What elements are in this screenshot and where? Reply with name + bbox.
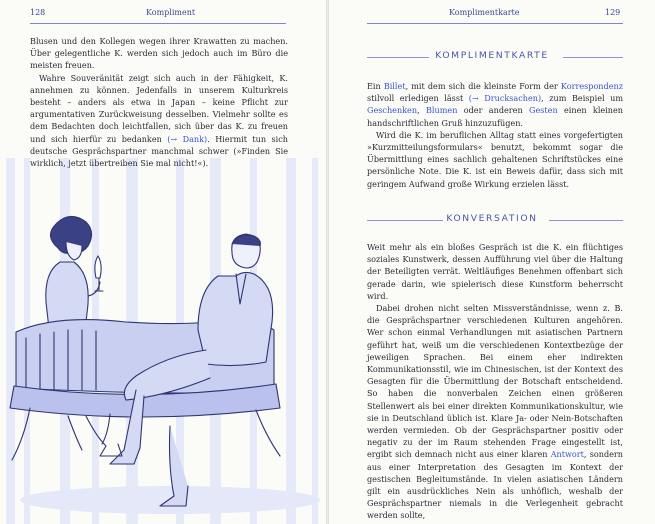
section-konversation-body [367,241,623,522]
section-title-komplimentkarte: KOMPLIMENTKARTE [435,50,549,61]
running-head-right: Komplimentkarte [449,8,520,17]
link-geschenken[interactable]: Geschenken [367,105,418,116]
link-drucksachen[interactable]: (→ Drucksachen) [468,93,542,104]
link-gesten[interactable]: Gesten [529,105,558,116]
header-rule-left [30,23,286,24]
illustration-couple-on-sofa [0,200,326,524]
link-billet[interactable]: Billet [383,81,406,91]
left-body-text [30,35,288,169]
section-heading-konversation [329,213,655,227]
link-antwort[interactable]: Antwort [550,449,584,460]
header-rule-right [367,23,623,24]
left-paragraph-1: Blusen und den Kollegen wegen ihrer Krawatten zu machen. Über gelegentliche K. werden sich jedoch auch im Büro die meisten freuen. [30,36,288,71]
konversation-paragraph-1: Weit mehr als ein bloßes Gespräch ist die K. ein flüchtiges soziales Kunstwerk, dessen Aufführung viel über die Haltung der Beteiligten verrät. Weltläufiges Benehmen offenbart sich gerade darin, wie spielerisch diese Kunstform beherrscht wird. [367,242,623,301]
section-heading-komplimentkarte [329,50,655,64]
section-title-konversation: KONVERSATION [446,213,538,224]
komplimentkarte-paragraph-2: Wird die K. im beruflichen Alltag statt eines vorgefertigten »Kurzmitteilungsformulars« benutzt, bekommt sogar die Übermittlung eines sachlich gehaltenen Schriftstückes eine persönliche Note. Die K. ist ein Beweis dafür, dass sich mit geringem Aufwand große Wirkung erzielen lässt. [367,129,623,189]
running-head-left: Kompliment [146,8,196,17]
konversation-paragraph-2: Dabei drohen nicht selten Missverständnisse, wenn z. B. die Gesprächspartner verschiedenen Kulturen angehören. Wer schon einmal Verhandlungen mit asiatischen Partnern geführt hat, weiß um die verschiedenen Kontextbezüge der jeweiligen Sprachen. Bei einem eher indirekten Kommunikationsstil, wie im Chinesischen, ist der Kontext des Gesagten für die Übermittlung der Botschaft entscheidend. So haben die nonverbalen Zeichen einen größeren Stellenwert als bei einer direkten Kommunikationskultur, wie sie in Deutschland üblich ist. Klare Ja- oder Nein-Botschaften werden vermieden. Ob der Gesprächspartner positiv oder negativ zu der im Raum stehenden Frage eingestellt ist, ergibt sich demnach nicht aus einer klaren Antwort, sondern aus einer Interpretation des Gesagten im Kontext der gestischen Begleitumstände. In vielen asiatischen Ländern gilt ein ausdrückliches Nein als unhöflich, weshalb der Gesprächspartner niemals in die Verlegenheit gebracht werden sollte, [367,303,623,521]
left-page [0,0,326,524]
link-blumen[interactable]: Blumen [425,105,458,116]
komplimentkarte-paragraph-1: Ein Billet, mit dem sich die kleinste Form der Korrespondenz stilvoll erledigen lässt (→ Drucksachen), zum Beispiel um Geschenken, Blumen oder anderen Gesten einen kleinen handschriftlichen Gruß hinzuzufügen. [367,81,624,128]
left-paragraph-2: Wahre Souveränität zeigt sich auch in der Fähigkeit, K. annehmen zu können. Jedenfalls in unserem Kulturkreis besteht – anders als etwa in Japan – keine Pflicht zur argumentativen Zurückweisung desselben. Vielmehr sollte es dem Bedachten doch leichtfallen, sich über das K. zu freuen und sich hierfür zu bedanken (→ Dank). Hiermit tun sich deutsche Gesprächspartner manchmal schwer (»Finden Sie wirklich, jetzt übertreiben Sie mal nicht!«). [30,72,289,169]
link-dank[interactable]: (→ Dank) [167,133,208,144]
link-korrespondenz[interactable]: Korrespondenz [560,81,623,91]
section-komplimentkarte-body [367,80,623,190]
right-page [329,0,655,524]
page-number-left: 128 [30,8,46,17]
page-number-right: 129 [605,8,621,17]
